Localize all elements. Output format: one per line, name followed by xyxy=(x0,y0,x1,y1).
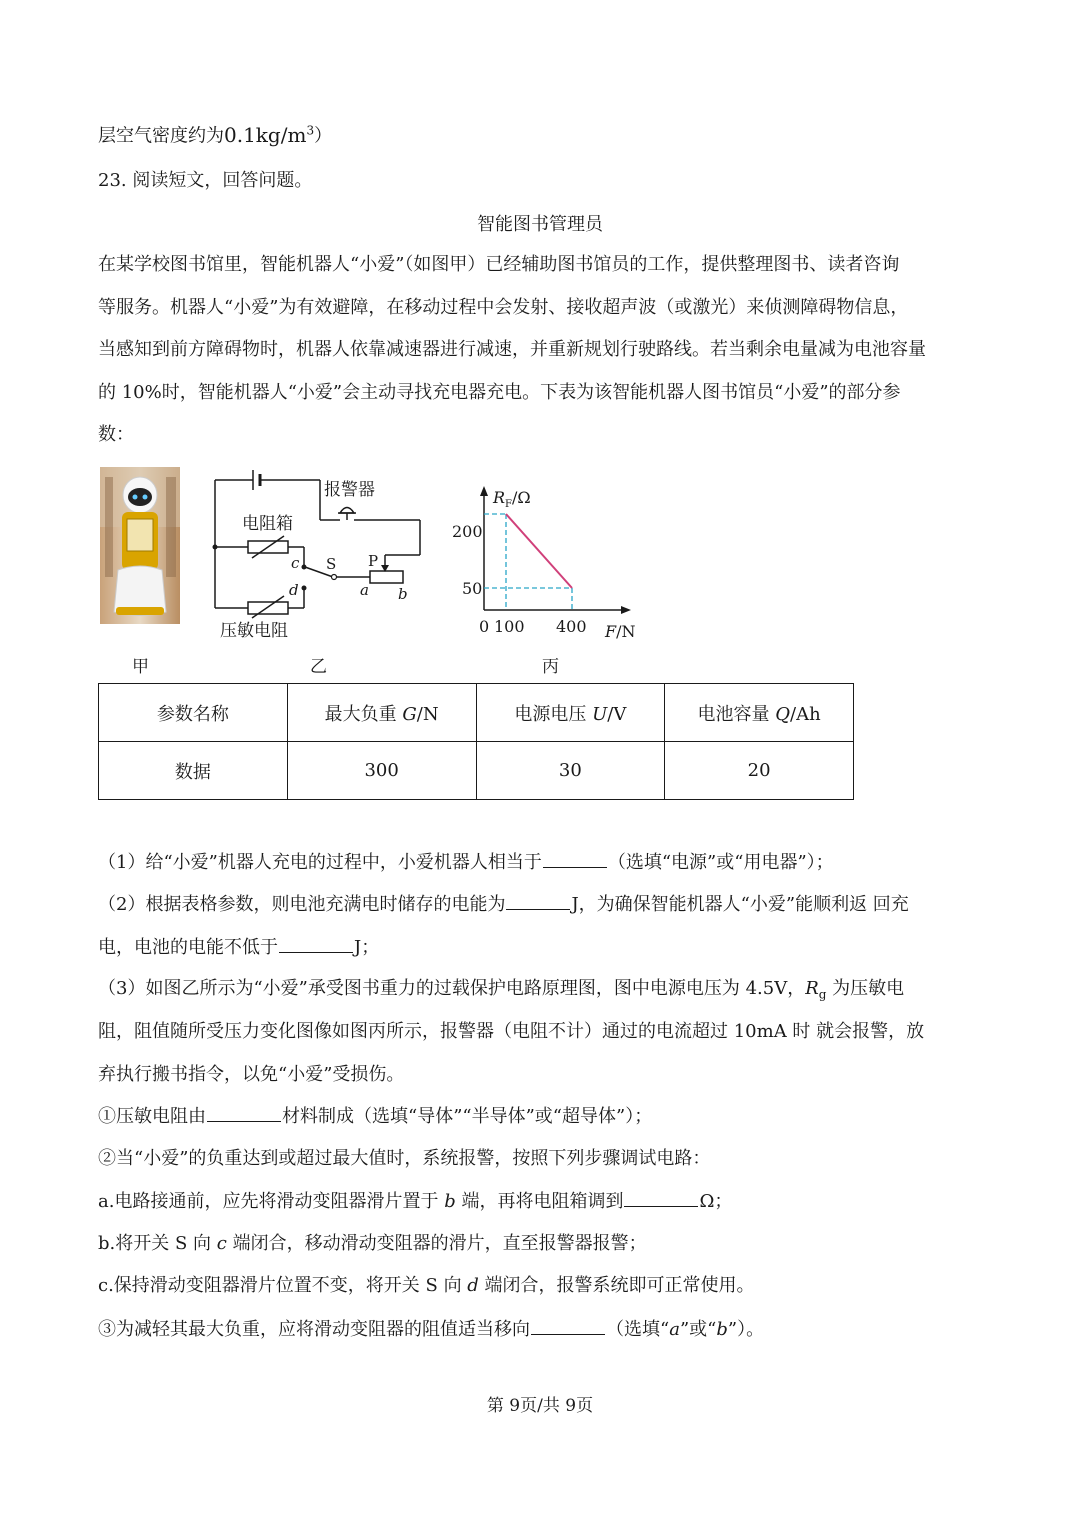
x-tick-0: 0 xyxy=(479,617,490,636)
figure-yi-label: 乙 xyxy=(310,657,327,677)
table-header-row xyxy=(99,684,854,742)
terminal-c-label: c xyxy=(291,554,300,572)
text-segment: 层空气密度约为 xyxy=(98,125,224,147)
piezo-resistor-label: 压敏电阻 xyxy=(220,621,288,641)
x-tick-100: 100 xyxy=(494,617,525,636)
table-header-cell: 电源电压 U/V xyxy=(476,684,665,742)
question-3: （3）如图乙所示为“小爱”承受图书重力的过载保护电路原理图，图中电源电压为 4.5V，$R_g$ 为压敏电 xyxy=(98,978,905,1002)
answer-blank[interactable] xyxy=(207,1103,281,1122)
y-axis-label: $R_F/\Omega$ xyxy=(493,488,531,510)
end-a-label: a xyxy=(360,581,369,599)
table-header-cell: 电池容量 Q/Ah xyxy=(665,684,854,742)
circuit-diagram xyxy=(200,465,430,645)
text-segment: ） xyxy=(314,125,333,147)
question-2-continued: 电，电池的电能不低于 J； xyxy=(98,934,379,961)
density-value: $0.1kg/m^3$ xyxy=(224,122,315,147)
slider-p-label: P xyxy=(368,552,379,570)
article-title: 智能图书管理员 xyxy=(477,214,603,235)
paragraph-line: 在某学校图书馆里，智能机器人“小爱”（如图甲）已经辅助图书馆员的工作，提供整理图书、读者咨询 xyxy=(98,254,900,275)
table-header-cell: 最大负重 G/N xyxy=(287,684,476,742)
x-tick-400: 400 xyxy=(556,617,587,636)
sub-question-2: ②当“小爱”的负重达到或超过最大值时，系统报警，按照下列步骤调试电路： xyxy=(98,1148,711,1169)
y-tick-50: 50 xyxy=(462,579,483,598)
switch-s-label: S xyxy=(326,555,337,573)
figure-jia-label: 甲 xyxy=(132,657,149,677)
answer-blank[interactable] xyxy=(531,1316,605,1335)
end-b-label: b xyxy=(398,585,408,603)
parameter-table xyxy=(98,683,854,800)
paragraph-line: 的 10%时，智能机器人“小爱”会主动寻找充电器充电。下表为该智能机器人图书馆员“小爱”的部分参 xyxy=(98,382,901,403)
paragraph-line: 等服务。机器人“小爱”为有效避障，在移动过程中会发射、接收超声波（或激光）来侦测障碍物信息， xyxy=(98,297,909,318)
alarm-label: 报警器 xyxy=(324,480,375,500)
y-tick-200: 200 xyxy=(452,522,483,541)
table-header-cell: 参数名称 xyxy=(99,684,288,742)
answer-blank[interactable] xyxy=(279,934,353,953)
sub-question-3: ③为减轻其最大负重，应将滑动变阻器的阻值适当移向 （选填“a”或“b”）。 xyxy=(98,1316,764,1343)
step-b: b.将开关 S 向 c 端闭合，移动滑动变阻器的滑片，直至报警器报警； xyxy=(98,1233,647,1254)
table-cell: 数据 xyxy=(99,742,288,800)
table-cell: 20 xyxy=(665,742,854,800)
series-line xyxy=(506,514,572,588)
answer-blank[interactable] xyxy=(506,891,570,910)
x-axis-label: F/N xyxy=(605,622,636,641)
table-cell: 30 xyxy=(476,742,665,800)
step-c: c.保持滑动变阻器滑片位置不变，将开关 S 向 d 端闭合，报警系统即可正常使用。 xyxy=(98,1275,755,1296)
question-3-line3: 弃执行搬书指令，以免“小爱”受损伤。 xyxy=(98,1064,405,1085)
step-a: a.电路接通前，应先将滑动变阻器滑片置于 b 端，再将电阻箱调到 Ω； xyxy=(98,1188,732,1215)
question-1: （1）给“小爱”机器人充电的过程中，小爱机器人相当于 （选填“电源”或“用电器”）； xyxy=(98,849,834,876)
resistance-force-graph xyxy=(445,480,645,645)
question-3-line2: 阻，阻值随所受压力变化图像如图丙所示，报警器（电阻不计）通过的电流超过 10mA 时 就会报警，放 xyxy=(98,1021,925,1042)
sub-question-1: ①压敏电阻由 材料制成（选填“导体”“半导体”或“超导体”）； xyxy=(98,1103,652,1130)
terminal-d-label: d xyxy=(289,581,299,599)
paragraph-line: 数： xyxy=(98,424,134,445)
answer-blank[interactable] xyxy=(624,1188,698,1207)
table-cell: 300 xyxy=(287,742,476,800)
figure-bing-label: 丙 xyxy=(542,657,559,677)
page-footer: 第 9页/共 9页 xyxy=(486,1396,594,1416)
question-2: （2）根据表格参数，则电池充满电时储存的电能为 J，为确保智能机器人“小爱”能顺利返 回充 xyxy=(98,891,909,918)
resistor-box-label: 电阻箱 xyxy=(242,514,293,534)
answer-blank[interactable] xyxy=(543,849,607,868)
question-23-heading: 23. 阅读短文，回答问题。 xyxy=(98,170,313,191)
paragraph-line: 当感知到前方障碍物时，机器人依靠减速器进行减速，并重新规划行驶路线。若当剩余电量减为电池容量 xyxy=(98,339,926,360)
continued-line xyxy=(98,117,332,150)
robot-photo xyxy=(100,467,180,624)
table-row xyxy=(99,742,854,800)
